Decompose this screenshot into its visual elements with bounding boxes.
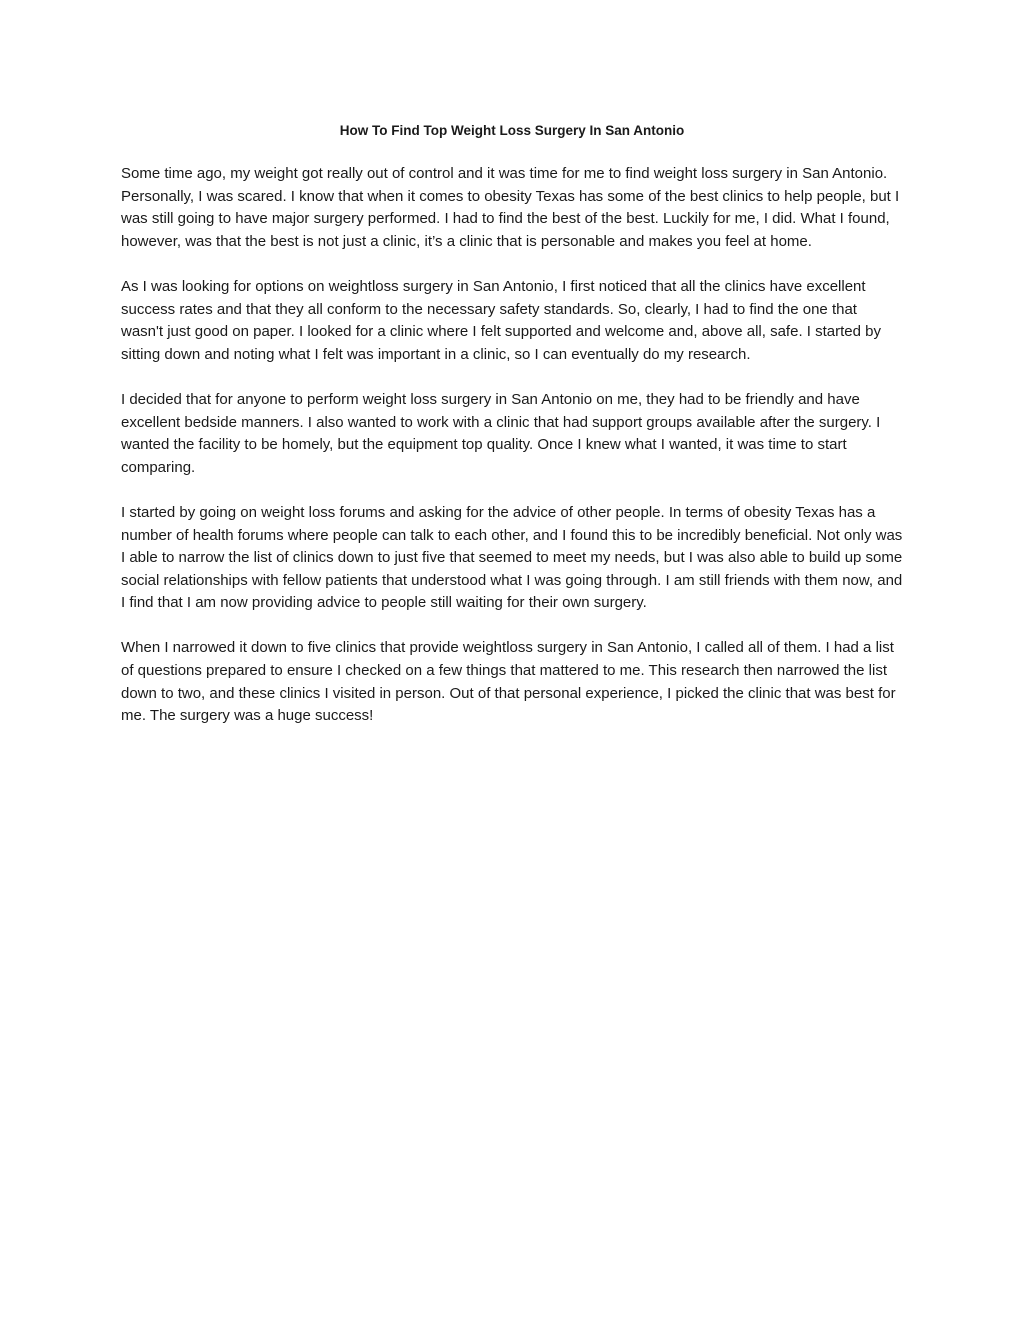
paragraph-1: Some time ago, my weight got really out of control and it was time for me to find weight loss surgery in San Antonio. Personally, I was scared. I know that when it comes to obesity Texas has some of the best clinics to help people, but I was still going to have major surgery performed. I had to find the best of the best. Luckily for me, I did. What I found, however, was that the best is not just a clinic, it’s a clinic that is personable and makes you feel at home. — [121, 165, 900, 250]
paragraph-2: As I was looking for options on weightloss surgery in San Antonio, I first noticed that all the clinics have excellent success rates and that they all conform to the necessary safety standards. So, clearly, I had to find the one that wasn't just good on paper. I looked for a clinic where I felt supported and welcome and, above all, safe. I started by sitting down and noting what I felt was important in a clinic, so I can eventually do my research. — [121, 277, 881, 363]
document-body — [121, 121, 903, 750]
document-title: How To Find Top Weight Loss Surgery In San Antonio — [339, 123, 685, 138]
paragraph-3: I decided that for anyone to perform weight loss surgery in San Antonio on me, they had to be friendly and have excellent bedside manners. I also wanted to work with a clinic that had support groups available after the surgery. I wanted the facility to be homely, but the equipment top quality. Once I knew what I wanted, it was time to start comparing. — [121, 390, 881, 476]
paragraph-5: When I narrowed it down to five clinics that provide weightloss surgery in San Antonio, I called all of them. I had a list of questions prepared to ensure I checked on a few things that mattered to me. This research then narrowed the list down to two, and these clinics I visited in person. Out of that personal experience, I picked the clinic that was best for me. The surgery was a huge success! — [121, 639, 896, 725]
paragraph-4: I started by going on weight loss forums and asking for the advice of other people. In terms of obesity Texas has a number of health forums where people can talk to each other, and I found this to be incredibly beneficial. Not only was I able to narrow the list of clinics down to just five that seemed to meet my needs, but I was also able to build up some social relationships with fellow patients that understood what I was going through. I am still friends with them now, and I find that I am now providing advice to people still waiting for their own surgery. — [121, 503, 903, 612]
